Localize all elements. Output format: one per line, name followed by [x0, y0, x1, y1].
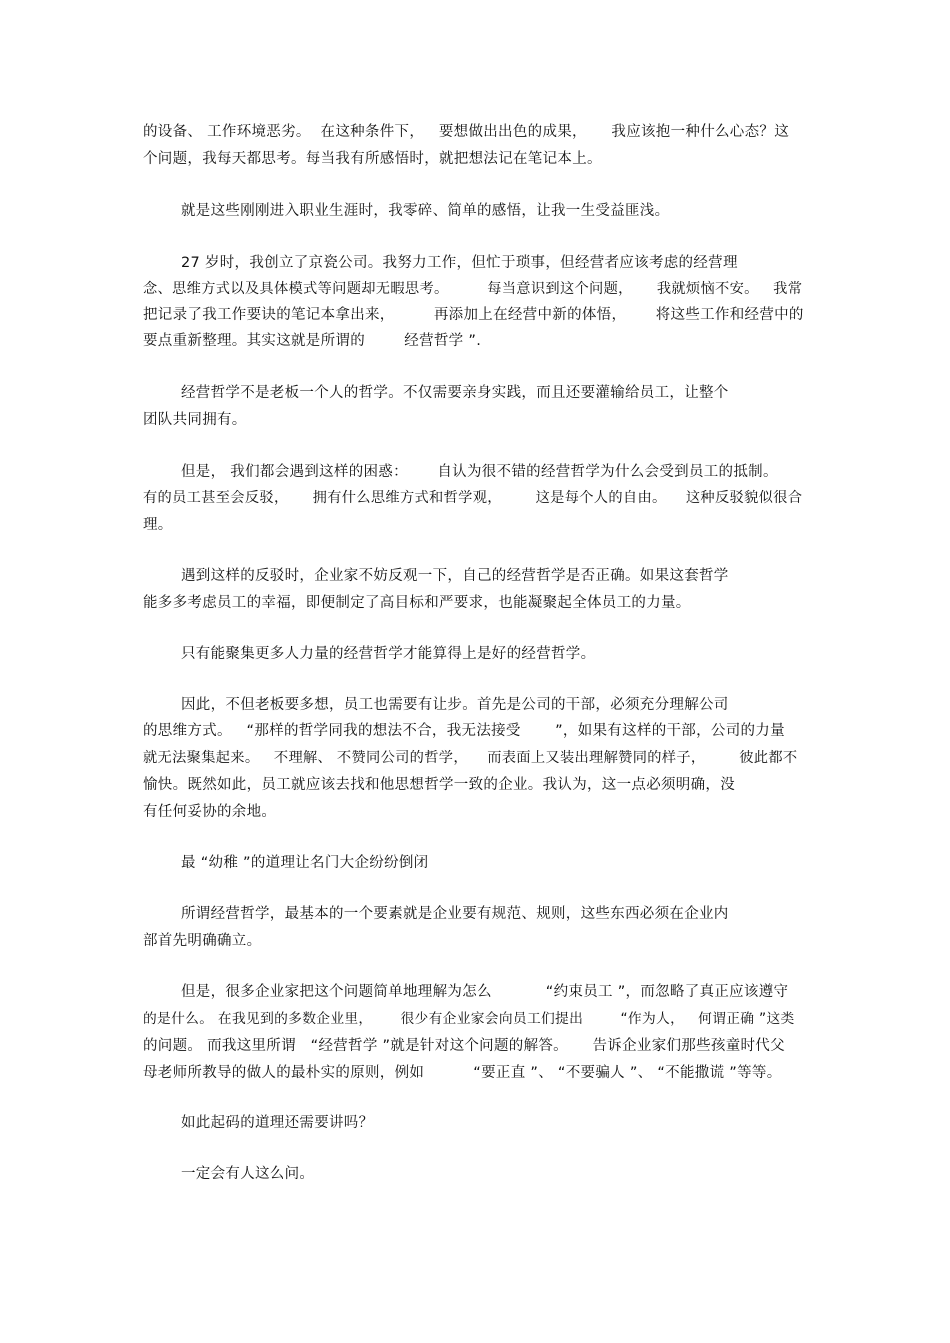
text-line: 就无法聚集起来。 不理解、 不赞同公司的哲学， 而表面上又装出理解赞同的样子， 彼此都不	[143, 750, 798, 766]
text-line: 如此起码的道理还需要讲吗？	[181, 1115, 374, 1131]
text-line: 个问题，我每天都思考。每当我有所感悟时，就把想法记在笔记本上。	[143, 151, 602, 167]
text-line: 的问题。 而我这里所谓 “经营哲学 ”就是针对这个问题的解答。 告诉企业家们那些孩童时代父	[143, 1038, 785, 1054]
text-line: 能多多考虑员工的幸福，即便制定了高目标和严要求，也能凝聚起全体员工的力量。	[143, 595, 691, 611]
text-line: 就是这些刚刚进入职业生涯时，我零碎、简单的感悟，让我一生受益匪浅。	[181, 203, 670, 219]
text-line: 一定会有人这么问。	[181, 1166, 315, 1182]
text-line: 念、思维方式以及具体模式等问题却无暇思考。 每当意识到这个问题， 我就烦恼不安。 我常	[143, 281, 803, 297]
text-line: 把记录了我工作要诀的笔记本拿出来， 再添加上在经营中新的体悟， 将这些工作和经营中的	[143, 307, 804, 323]
text-line: 团队共同拥有。	[143, 412, 247, 428]
text-line: 的思维方式。 “那样的哲学同我的想法不合，我无法接受 ”，如果有这样的干部，公司的力量	[143, 723, 785, 739]
text-line: 的设备、 工作环境恶劣。 在这种条件下， 要想做出出色的成果， 我应该抱一种什么心态？这	[143, 124, 789, 140]
text-line: 愉快。既然如此，员工就应该去找和他思想哲学一致的企业。我认为，这一点必须明确，没	[143, 777, 735, 793]
section-heading: 最 “幼稚 ”的道理让名门大企纷纷倒闭	[181, 855, 429, 871]
text-line: 27 岁时，我创立了京瓷公司。我努力工作，但忙于琐事，但经营者应该考虑的经营理	[181, 255, 738, 271]
text-line: 母老师所教导的做人的最朴实的原则，例如 “要正直 ”、 “不要骗人 ”、 “不能撒谎 ”等等。	[143, 1065, 782, 1081]
text-line: 有的员工甚至会反驳， 拥有什么思维方式和哲学观， 这是每个人的自由。 这种反驳貌似很合	[143, 490, 803, 506]
text-line: 只有能聚集更多人力量的经营哲学才能算得上是好的经营哲学。	[181, 646, 596, 662]
text-line: 但是，很多企业家把这个问题简单地理解为怎么 “约束员工 ”，而忽略了真正应该遵守	[181, 984, 789, 1000]
text-line: 因此，不但老板要多想，员工也需要有让步。首先是公司的干部，必须充分理解公司	[181, 697, 729, 713]
text-line: 所谓经营哲学，最基本的一个要素就是企业要有规范、规则，这些东西必须在企业内	[181, 906, 729, 922]
text-line: 经营哲学不是老板一个人的哲学。不仅需要亲身实践，而且还要灌输给员工，让整个	[181, 385, 729, 401]
text-line: 但是， 我们都会遇到这样的困惑： 自认为很不错的经营哲学为什么会受到员工的抵制。	[181, 464, 778, 480]
text-line: 的是什么。 在我见到的多数企业里， 很少有企业家会向员工们提出 “作为人， 何谓正确 ”这类	[143, 1011, 795, 1027]
text-line: 理。	[143, 517, 173, 533]
text-line: 要点重新整理。其实这就是所谓的 经营哲学 ”.	[143, 333, 482, 349]
text-line: 有任何妥协的余地。	[143, 804, 277, 820]
text-line: 部首先明确确立。	[143, 933, 262, 949]
text-line: 遇到这样的反驳时，企业家不妨反观一下，自己的经营哲学是否正确。如果这套哲学	[181, 568, 729, 584]
